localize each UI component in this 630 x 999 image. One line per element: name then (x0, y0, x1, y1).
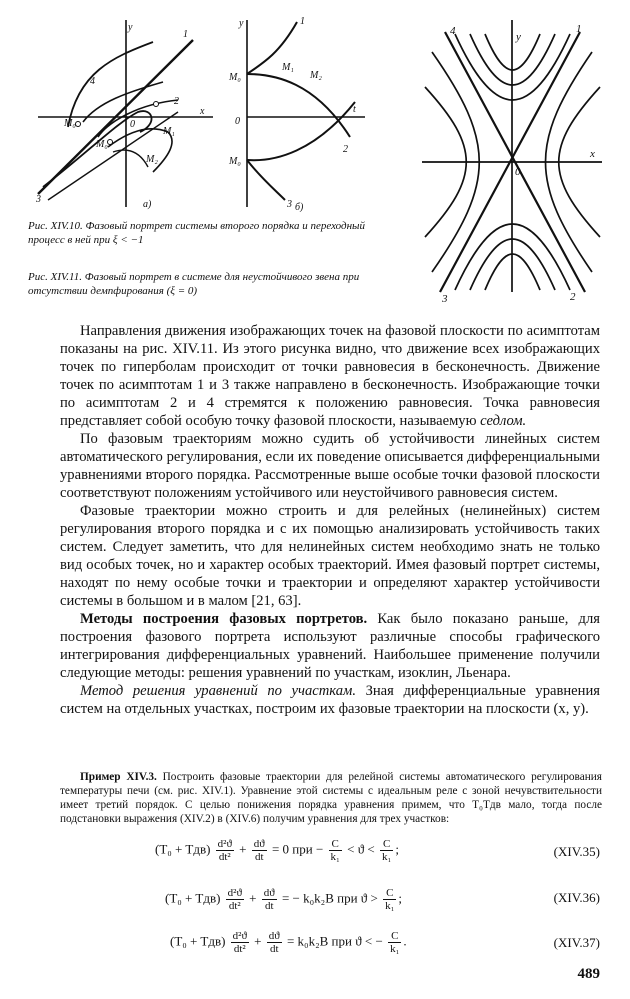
eq36-rhs: = − k₀k₂B при ϑ > (281, 890, 378, 906)
frac-den: k₁ (330, 851, 340, 863)
fig-c-label-2: 2 (570, 291, 576, 302)
fig-c-axis-y: y (516, 31, 521, 43)
fig-b-label-m0b: M₀ (229, 156, 241, 167)
frac-den: dt (264, 900, 274, 912)
paragraph-1 (60, 322, 600, 430)
figure-xiv11 (420, 12, 605, 302)
p5-em: Метод решения уравнений по участкам. (80, 683, 356, 699)
caption-10-text: Фазовый портрет системы второго порядка и переходный процесс в ней при (28, 220, 365, 246)
frac-den: dt² (233, 943, 246, 955)
fig-b-axis-y: y (239, 18, 244, 29)
equation-37: (T₀ + Tдв) $\frac{\text{d²ϑ}}{\text{dt²}}$ + $\frac{dϑ}{dt}$ = k₀k₂B при ϑ < − $\frac{C}{\text{k₁}}$ . (170, 930, 407, 955)
frac-num: d²ϑ (217, 838, 232, 850)
p1-em: седлом. (480, 413, 527, 429)
fig-b-sub: б) (295, 202, 304, 212)
figure-xiv10b (225, 12, 370, 212)
eq35-cond: < ϑ < (347, 841, 375, 857)
eq37-frac2 (267, 930, 282, 955)
caption-11-title: Рис. XIV.11. (28, 271, 82, 283)
fig-c-axis-x: x (590, 148, 595, 160)
figure-xiv10a (28, 12, 218, 212)
fig-c-label-4: 4 (450, 25, 456, 37)
fig-c-label-origin: 0 (515, 166, 521, 178)
paragraph-2: По фазовым траекториям можно судить об устойчивости линейных систем автоматического регулирования, если их поведение описывается дифференциальными уравнениями второго порядка. Рассмотренные выше особые точки фазовой плоскости соответствуют положениям устойчивого или неустойчивого равновесия систем. (60, 431, 600, 501)
frac-num: dϑ (268, 930, 280, 942)
fig-a-label-origin: 0 (130, 119, 135, 130)
eq35-lhs: (T₀ + Tдв) (155, 841, 211, 857)
fig-a-label-2: 2 (174, 96, 179, 107)
equation-36: (T₀ + Tдв) $\frac{\text{d²ϑ}}{\text{dt²}}$ + $\frac{dϑ}{dt}$ = − k₀k₂B при ϑ > $\frac{C}{\text{k₁}}$ ; (165, 887, 403, 912)
equation-36-number: (XIV.36) (553, 890, 600, 905)
fig-b-label-3: 3 (287, 199, 292, 210)
fig-a-label-m2: M₂ (146, 154, 158, 165)
equation-37-number: (XIV.37) (553, 935, 600, 950)
p4-bold: Методы построения фазовых портретов. (80, 611, 368, 627)
paragraph-3: Фазовые траектории можно строить и для релейных (нелинейных) систем регулирования второго порядка и с их помощью анализировать устойчивость таких систем. Следует заметить, что для нелинейных систем необходимо знать не только вид особых точек, но и характер особых траекторий. Имея фазовый портрет системы, находят по нему особые точки и траектории и определяют характер устойчивости системы в большом и в малом [21, 63]. (60, 503, 600, 609)
frac-den: k₁ (382, 851, 392, 863)
equation-35-number: (XIV.35) (553, 844, 600, 859)
fig-a-sub: a) (143, 199, 152, 210)
fig-a-label-1: 1 (183, 29, 188, 40)
fig-b-label-1: 1 (300, 16, 305, 27)
fig-b-label-2: 2 (343, 144, 348, 155)
caption-10-condition: ξ < −1 (112, 234, 144, 246)
frac-den: dt (254, 851, 264, 863)
frac-num: d²ϑ (232, 930, 247, 942)
eq37-frac3 (388, 930, 401, 955)
eq35-rhs: = 0 при − (271, 841, 324, 857)
fig-a-axis-y: y (128, 22, 133, 33)
equation-35: (T₀ + Tдв) $\frac{\text{d²ϑ}}{\text{dt²}}$ + $\frac{dϑ}{dt}$ = 0 при − $\frac{C}{\text{k₁}}$ < ϑ < $\frac{C}{\text{k₁}}$ ; (155, 838, 399, 863)
body-text (60, 322, 600, 718)
frac-den: k₁ (385, 900, 395, 912)
frac-num: C (388, 930, 401, 943)
example-title: Пример XIV.3. (80, 771, 157, 783)
frac-den: dt² (228, 900, 241, 912)
fig-a-axis-x: x (200, 106, 205, 117)
fig-a-label-m1: M₁ (163, 126, 175, 137)
fig-a-label-3: 3 (36, 194, 41, 205)
frac-num: dϑ (263, 887, 275, 899)
frac-num: C (380, 838, 393, 851)
eq36-lhs: (T₀ + Tдв) (165, 890, 221, 906)
eq35-frac4 (380, 838, 393, 863)
caption-xiv10 (28, 219, 383, 247)
fig-c-label-1: 1 (576, 23, 582, 35)
eq36-frac1 (226, 887, 244, 912)
fig-a-label-m0b: M₀ (96, 139, 108, 150)
caption-10-title: Рис. XIV.10. (28, 220, 83, 232)
frac-num: C (383, 887, 396, 900)
frac-num: d²ϑ (227, 887, 242, 899)
eq35-frac3 (329, 838, 342, 863)
fig-b-axis-t: t (353, 104, 356, 115)
eq37-lhs: (T₀ + Tдв) (170, 933, 226, 949)
eq35-frac2 (252, 838, 267, 863)
eq36-frac3 (383, 887, 396, 912)
eq37-frac1 (231, 930, 249, 955)
fig-c-label-3: 3 (442, 293, 448, 302)
fig-b-label-m1: M₁ (282, 62, 294, 73)
p1-text: Направления движения изображающих точек на фазовой плоскости по асимптотам показаны на рис. XIV.11. Из этого рисунка видно, что движение всех изображающих точек по гиперболам происходит от точки равновесия в бесконечность. Движение точек по асимптотам 1 и 3 также направлено в бесконечность. Изображающие точки по асимптотам 2 и 4 стремятся к положению равновесия. Точка равновесия представляет собой особую точку фазовой плоскости, называемую (60, 323, 600, 429)
caption-11-text: Фазовый портрет в системе для неустойчивого звена при отсутствии демпфирования (28, 271, 360, 297)
p4-text: Как было показано раньше, для построения фазового портрета используют различные способы графического интегрирования дифференциальных уравнений. Наибольшее применение получили следующие методы: решения уравнений по участкам, изоклин, Льенара. (60, 611, 600, 681)
eq36-frac2 (262, 887, 277, 912)
frac-num: C (329, 838, 342, 851)
example-block (60, 770, 602, 826)
fig-b-label-origin: 0 (235, 116, 240, 127)
frac-num: dϑ (253, 838, 265, 850)
eq35-frac1 (216, 838, 234, 863)
fig-a-label-4: 4 (90, 76, 95, 87)
frac-den: k₁ (390, 943, 400, 955)
fig-b-label-m0a: M₀ (229, 72, 241, 83)
eq37-rhs: = k₀k₂B при ϑ < − (286, 933, 383, 949)
p5-text: Зная дифференциальные уравнения систем на отдельных участках, построим их фазовые траектории на плоскости (x, y). (60, 683, 600, 717)
fig-a-label-m0a: M₀ (64, 118, 76, 129)
fig-b-label-m2: M₂ (310, 70, 322, 81)
example-text: Построить фазовые траектории для релейной системы автоматического регулирования температуры печи (см. рис. XIV.1). Уравнение этой системы с идеальным реле с зоной нечувствительности имеет третий порядок. С целью понижения порядка уравнения примем, что T₀Tдв мало, тогда после подстановки выражения (XIV.2) в (XIV.6) получим уравнения для трех участков: (60, 771, 602, 825)
paragraph-4 (60, 610, 600, 682)
caption-xiv11 (28, 270, 388, 298)
frac-den: dt (269, 943, 279, 955)
frac-den: dt² (218, 851, 231, 863)
paragraph-5 (60, 682, 600, 718)
caption-11-condition: (ξ = 0) (166, 285, 198, 297)
page-number: 489 (577, 966, 600, 982)
